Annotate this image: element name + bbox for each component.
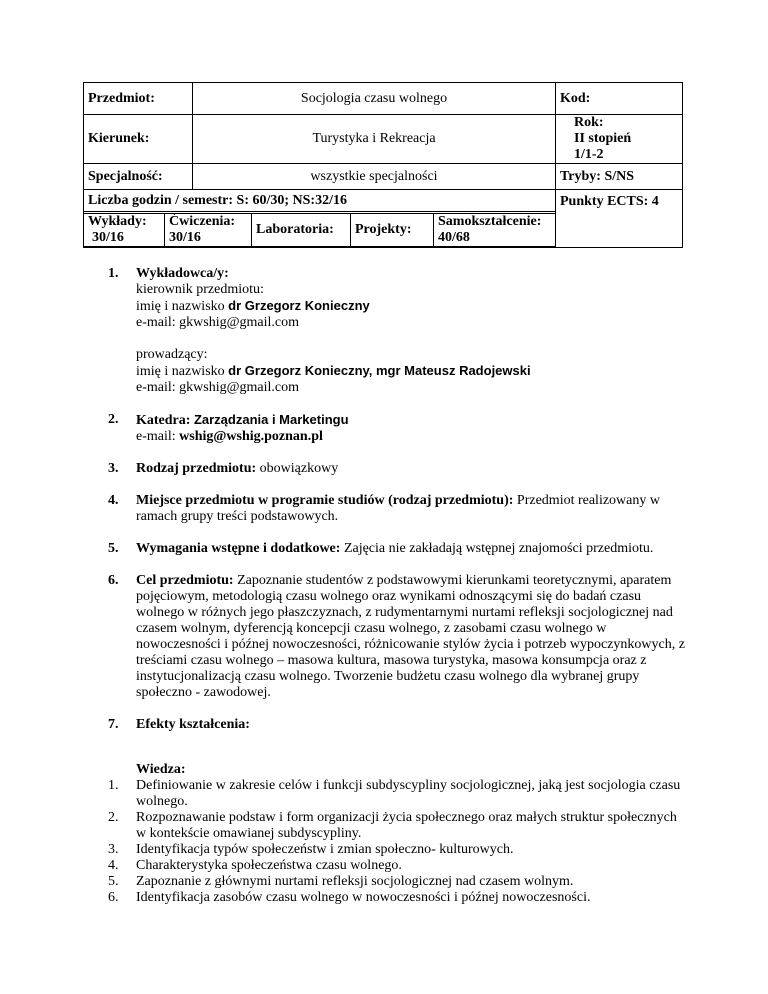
ects: Punkty ECTS: 4: [556, 190, 683, 248]
kierownik-name: dr Grzegorz Konieczny: [228, 298, 370, 313]
tryby: Tryby: S/NS: [556, 164, 683, 190]
kod-label: Kod:: [556, 83, 683, 115]
kierownik-name-line: [136, 298, 688, 315]
syllabus-content: [108, 266, 688, 749]
liczba-godzin: Liczba godzin / semestr: S: 60/30; NS:32/16: [84, 190, 556, 212]
rok-value-1: II stopień: [574, 131, 632, 146]
department-line: [136, 412, 688, 429]
section-title: Wymagania wstępne i dodatkowe:: [136, 541, 341, 556]
section-value: Zajęcia nie zakładają wstępnej znajomości przedmiotu.: [340, 541, 654, 556]
section-number: 4.: [108, 493, 119, 508]
prowadzacy-label: prowadzący:: [136, 347, 208, 362]
section-value: Przedmiot realizowany w ramach grupy treści podstawowych.: [136, 493, 660, 524]
email-label: e-mail:: [136, 380, 180, 395]
samoksztalcenie-cell: [434, 213, 556, 246]
item-text: Zapoznanie z głównymi nurtami refleksji socjologicznej nad czasem wolnym.: [136, 874, 574, 889]
section-requirements: [108, 541, 688, 557]
list-item: [108, 890, 688, 906]
przedmiot-label: Przedmiot:: [84, 83, 193, 115]
przedmiot-value: Socjologia czasu wolnego: [193, 83, 556, 115]
section-number: 2.: [108, 412, 119, 427]
course-header-table: [83, 82, 683, 248]
section-title: Wykładowca/y:: [136, 266, 229, 281]
list-item: [108, 842, 688, 858]
item-text: Identyfikacja typów społeczeństw i zmian społeczno- kulturowych.: [136, 842, 514, 857]
section-course-type: [108, 461, 688, 477]
hours-breakdown: [84, 212, 556, 248]
item-number: 5.: [108, 874, 119, 889]
wiedza-heading: Wiedza:: [136, 762, 186, 777]
section-title: Efekty kształcenia:: [136, 717, 250, 732]
section-number: 6.: [108, 573, 119, 588]
section-objective: [108, 573, 688, 701]
prowadzacy-email-line: [136, 380, 688, 396]
prowadzacy-name-line: [136, 363, 688, 380]
section-value: obowiązkowy: [256, 461, 339, 476]
section-number: 3.: [108, 461, 119, 476]
laboratoria-label: Laboratoria:: [256, 221, 334, 237]
section-value: Zapoznanie studentów z podstawowymi kierunkami teoretycznymi, aparatem pojęciowym, metodologią czasu wolnego oraz wynikami odnoszącymi się do badań czasu wolnego w różnych jego płaszczyznach, z rudymentarnymi nurtami refleksji socjologicznej nad czasem wolnym, dyferencją koncepcji czasu wolnego, z zasobami czasu wolnego w nowoczesności i późnej nowoczesności, różnicowanie stylów życia i potrzeb wypoczynkowych, z treściami czasu wolnego – masowa kultura, masowa turystyka, masowa konsumpcja oraz z instytucjonalizacją czasu wolnego. Tworzenie budżetu czasu wolnego dla wybranej grupy społeczno - zawodowej.: [136, 573, 685, 700]
item-number: 2.: [108, 810, 119, 825]
rok-label: Rok:: [574, 115, 604, 130]
section-title: Katedra:: [136, 413, 194, 428]
specjalnosc-label: Specjalność:: [84, 164, 193, 190]
item-text: Definiowanie w zakresie celów i funkcji subdyscypliny socjologicznej, jaką jest socjologia czasu wolnego.: [136, 778, 681, 809]
section-title: Miejsce przedmiotu w programie studiów (rodzaj przedmiotu):: [136, 493, 514, 508]
section-number: 7.: [108, 717, 119, 732]
department-email[interactable]: wshig@wshig.poznan.pl: [179, 429, 323, 444]
rok-cell: [556, 115, 683, 164]
section-title: Rodzaj przedmiotu:: [136, 461, 257, 476]
cwiczenia-value: 30/16: [169, 229, 201, 245]
name-prefix: imię i nazwisko: [136, 364, 229, 379]
email-label: e-mail:: [136, 315, 180, 330]
item-text: Charakterystyka społeczeństwa czasu wolnego.: [136, 858, 402, 873]
section-number: 1.: [108, 266, 119, 281]
cwiczenia-cell: [165, 213, 252, 246]
item-text: Rozpoznawanie podstaw i form organizacji życia społecznego oraz małych struktur społecznych w kontekście omawianej subdyscypliny.: [136, 810, 677, 841]
outcomes-list: [108, 762, 688, 906]
department-email-line: [136, 429, 688, 445]
kierownik-email-line: [136, 315, 688, 331]
section-lecturers: [108, 266, 688, 396]
samoksztalcenie-label: Samokształcenie:: [438, 213, 542, 229]
kierownik-label: kierownik przedmiotu:: [136, 282, 264, 297]
prowadzacy-name: dr Grzegorz Konieczny, mgr Mateusz Radojewski: [228, 363, 531, 378]
item-number: 6.: [108, 890, 119, 905]
section-number: 5.: [108, 541, 119, 556]
specjalnosc-value: wszystkie specjalności: [193, 164, 556, 190]
section-program-place: [108, 493, 688, 525]
department-value: Zarządzania i Marketingu: [193, 412, 349, 427]
kierunek-value: Turystyka i Rekreacja: [193, 115, 556, 164]
list-item: [108, 874, 688, 890]
projekty-cell: [351, 213, 434, 246]
wyklady-cell: [84, 213, 165, 246]
list-item: [108, 778, 688, 810]
projekty-label: Projekty:: [355, 221, 412, 237]
rok-value-2: 1/1-2: [574, 147, 604, 162]
list-item: [108, 810, 688, 842]
cwiczenia-label: Ćwiczenia:: [169, 213, 236, 229]
samoksztalcenie-value: 40/68: [438, 229, 470, 245]
email-label: e-mail:: [136, 429, 180, 444]
section-department: [108, 412, 688, 445]
item-number: 4.: [108, 858, 119, 873]
kierownik-email[interactable]: gkwshig@gmail.com: [179, 315, 299, 330]
section-outcomes: [108, 717, 688, 733]
wyklady-label: Wykłady:: [88, 213, 147, 229]
list-item: [108, 858, 688, 874]
wyklady-value: 30/16: [92, 229, 124, 245]
laboratoria-cell: [252, 213, 351, 246]
section-title: Cel przedmiotu:: [136, 573, 234, 588]
name-prefix: imię i nazwisko: [136, 299, 229, 314]
prowadzacy-email[interactable]: gkwshig@gmail.com: [179, 380, 299, 395]
kierunek-label: Kierunek:: [84, 115, 193, 164]
item-number: 1.: [108, 778, 119, 793]
item-number: 3.: [108, 842, 119, 857]
item-text: Identyfikacja zasobów czasu wolnego w nowoczesności i późnej nowoczesności.: [136, 890, 591, 905]
